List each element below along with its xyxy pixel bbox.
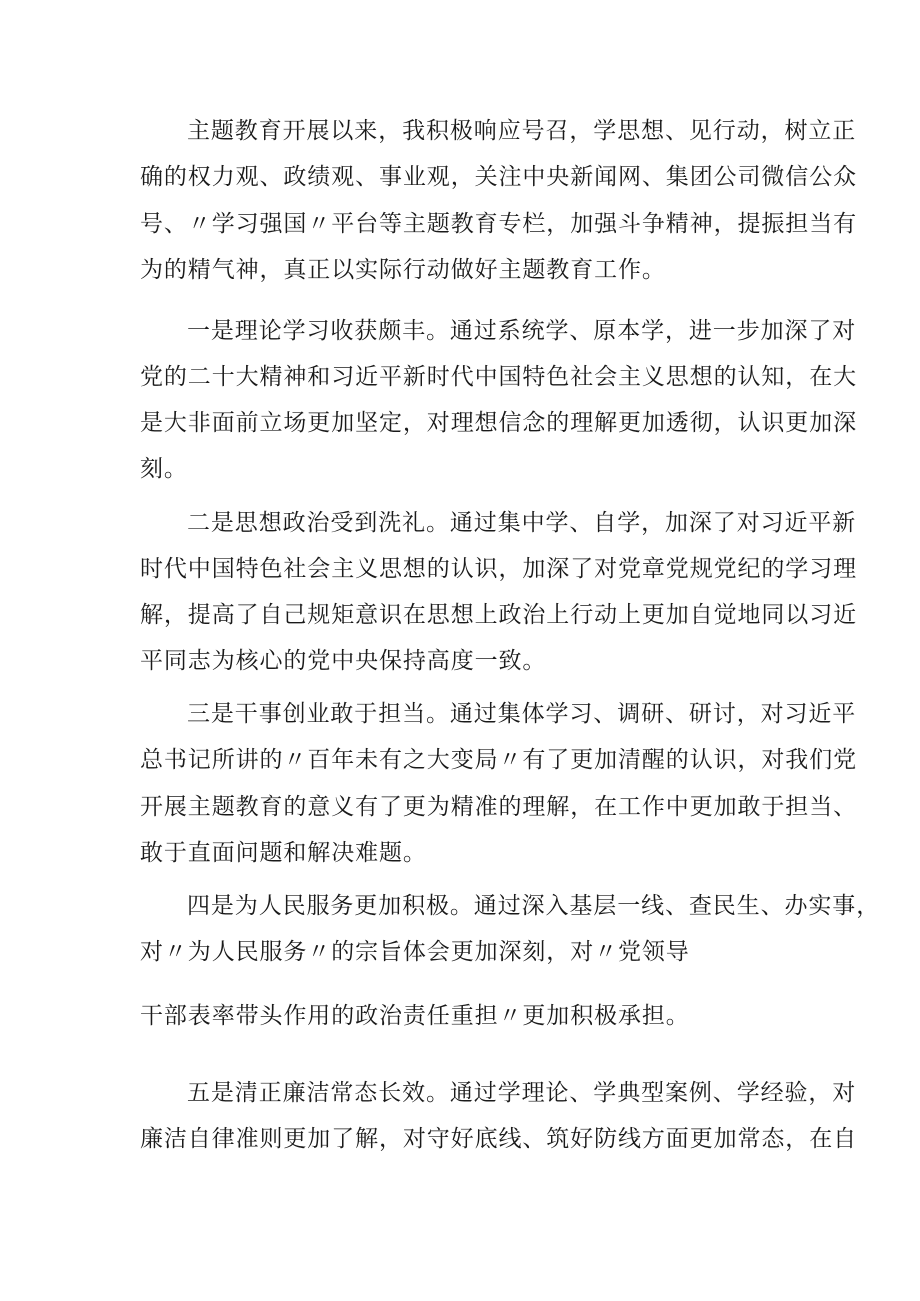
paragraph-6-line-1: 五是清正廉洁常态长效。通过学理论、学典型案例、学经验，对 xyxy=(187,1080,857,1106)
paragraph-1-line-4: 为的精气神，真正以实际行动做好主题教育工作。 xyxy=(140,257,666,283)
paragraph-2-line-1: 一是理论学习收获颇丰。通过系统学、原本学，进一步加深了对 xyxy=(187,318,857,344)
paragraph-3-line-2: 时代中国特色社会主义思想的认识，加深了对党章党规党纪的学习理 xyxy=(140,556,857,582)
paragraph-4-line-4: 敢于直面问题和解决难题。 xyxy=(140,840,427,866)
paragraph-3-line-4: 平同志为核心的党中央保持高度一致。 xyxy=(140,648,547,674)
paragraph-2-line-4: 刻。 xyxy=(140,456,188,482)
paragraph-2-line-3: 是大非面前立场更加坚定，对理想信念的理解更加透彻，认识更加深 xyxy=(140,410,857,436)
paragraph-4-line-3: 开展主题教育的意义有了更为精准的理解，在工作中更加敢于担当、 xyxy=(140,794,857,820)
paragraph-3-line-3: 解，提高了自己规矩意识在思想上政治上行动上更加自觉地同以习近 xyxy=(140,602,857,628)
paragraph-4-line-2: 总书记所讲的〃百年未有之大变局〃有了更加清醒的认识，对我们党 xyxy=(140,747,857,773)
paragraph-6-line-2: 廉洁自律准则更加了解，对守好底线、筑好防线方面更加常态，在自 xyxy=(140,1126,857,1152)
paragraph-2-line-2: 党的二十大精神和习近平新时代中国特色社会主义思想的认知，在大 xyxy=(140,364,857,390)
paragraph-5-line-1: 四是为人民服务更加积极。通过深入基层一线、查民生、办实事， xyxy=(187,893,881,919)
paragraph-1-line-3: 号、〃学习强国〃平台等主题教育专栏，加强斗争精神，提振担当有 xyxy=(140,211,857,237)
paragraph-1-line-2: 确的权力观、政绩观、事业观，关注中央新闻网、集团公司微信公众 xyxy=(140,164,857,190)
paragraph-3-line-1: 二是思想政治受到洗礼。通过集中学、自学，加深了对习近平新 xyxy=(187,510,857,536)
paragraph-4-line-1: 三是干事创业敢于担当。通过集体学习、调研、研讨，对习近平 xyxy=(187,701,857,727)
paragraph-1-line-1: 主题教育开展以来，我积极响应号召，学思想、见行动，树立正 xyxy=(187,118,857,144)
paragraph-5-line-3: 干部表率带头作用的政治责任重担〃更加积极承担。 xyxy=(140,1003,690,1029)
paragraph-5-line-2: 对〃为人民服务〃的宗旨体会更加深刻，对〃党领导 xyxy=(140,939,690,965)
